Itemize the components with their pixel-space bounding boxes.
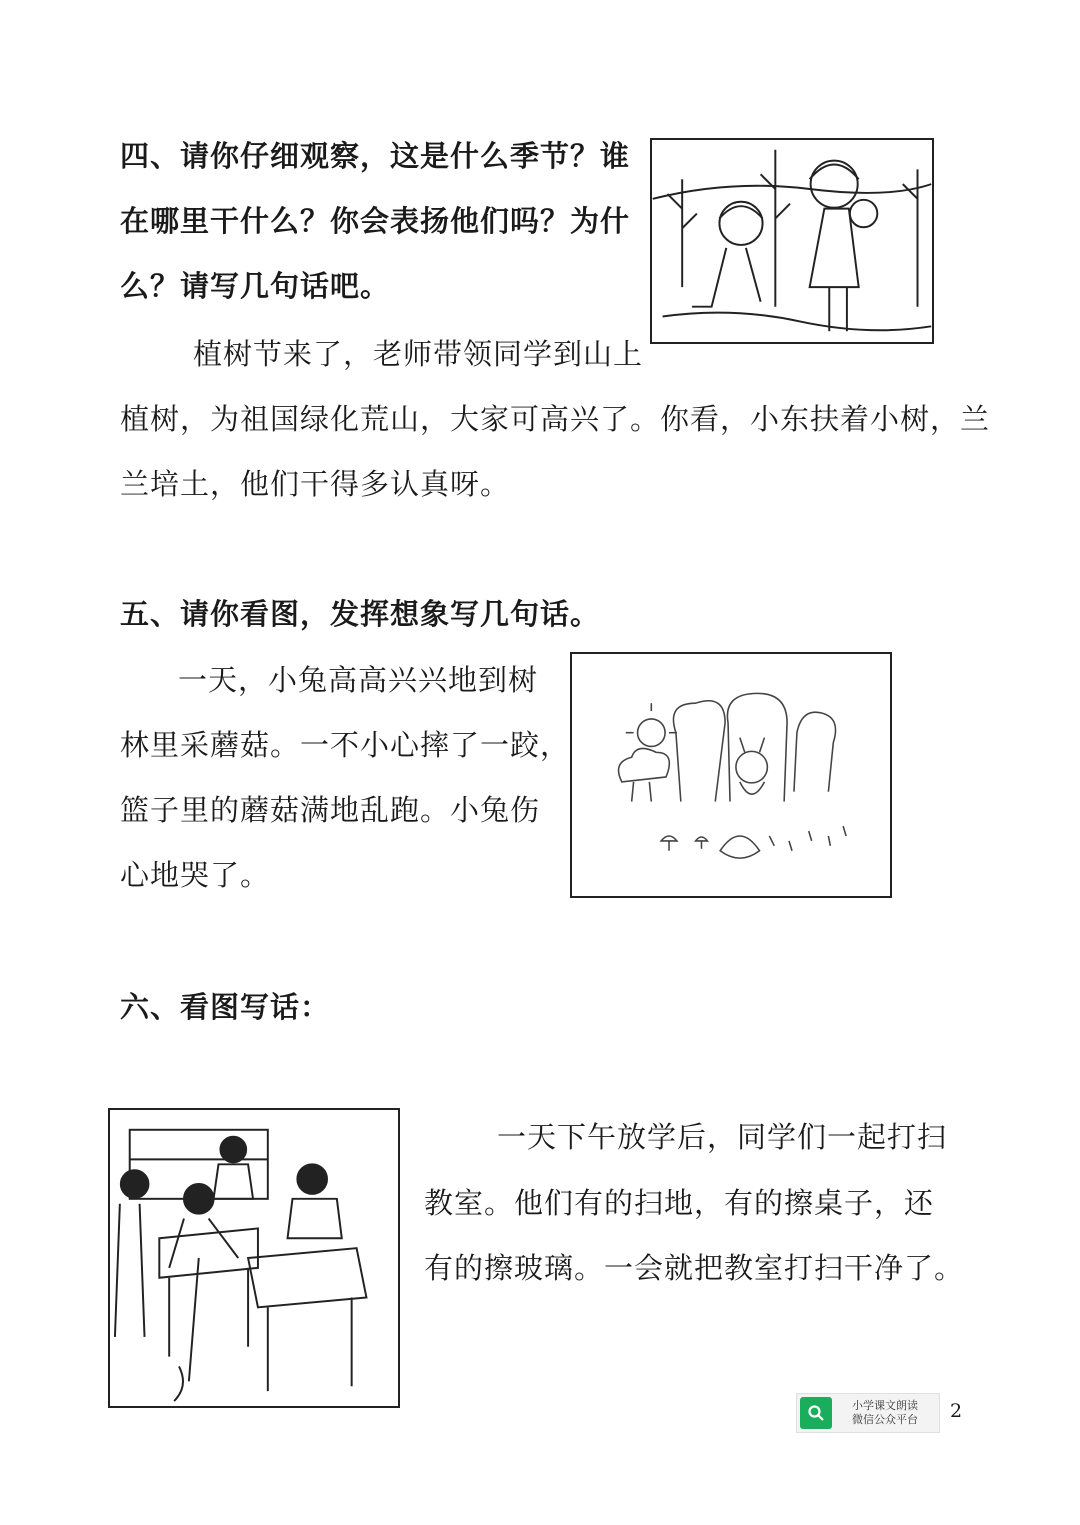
section4-answer-line3: 兰培土，他们干得多认真呀。 [120,467,511,501]
rabbit-mushroom-illustration [570,652,892,898]
section6-answer-line3: 有的擦玻璃。一会就把教室打扫干净了。 [424,1251,965,1285]
section5-answer-line3: 篮子里的蘑菇满地乱跑。小兔伤 [120,793,541,827]
wechat-platform-badge[interactable] [796,1393,940,1433]
tree-planting-illustration [650,138,934,344]
section5-answer-line2: 林里采蘑菇。一不小心摔了一跤， [120,728,571,762]
section4-answer-line2: 植树，为祖国绿化荒山，大家可高兴了。你看，小东扶着小树，兰 [120,402,991,436]
section6-answer-line2: 教室。他们有的扫地，有的擦桌子，还 [424,1186,935,1220]
section4-answer-line1: 植树节来了，老师带领同学到山上 [193,337,644,371]
section4-heading-line1: 四、请你仔细观察，这是什么季节？谁 [120,139,631,173]
page-number: 2 [950,1400,963,1422]
section4-heading-line3: 么？请写几句话吧。 [120,269,391,303]
classroom-cleaning-illustration [108,1108,400,1408]
badge-text [852,1399,918,1427]
search-icon [800,1397,832,1429]
section6-answer-line1: 一天下午放学后，同学们一起打扫 [497,1120,948,1154]
section4-heading-line2: 在哪里干什么？你会表扬他们吗？为什 [120,204,631,238]
section5-answer-line4: 心地哭了。 [120,858,271,892]
section5-heading: 五、请你看图，发挥想象写几句话。 [120,597,601,631]
badge-line2: 微信公众平台 [852,1413,918,1426]
section5-answer-line1: 一天，小兔高高兴兴地到树 [178,663,539,697]
section6-heading: 六、看图写话： [120,990,331,1024]
badge-line1: 小学课文朗读 [852,1399,918,1412]
